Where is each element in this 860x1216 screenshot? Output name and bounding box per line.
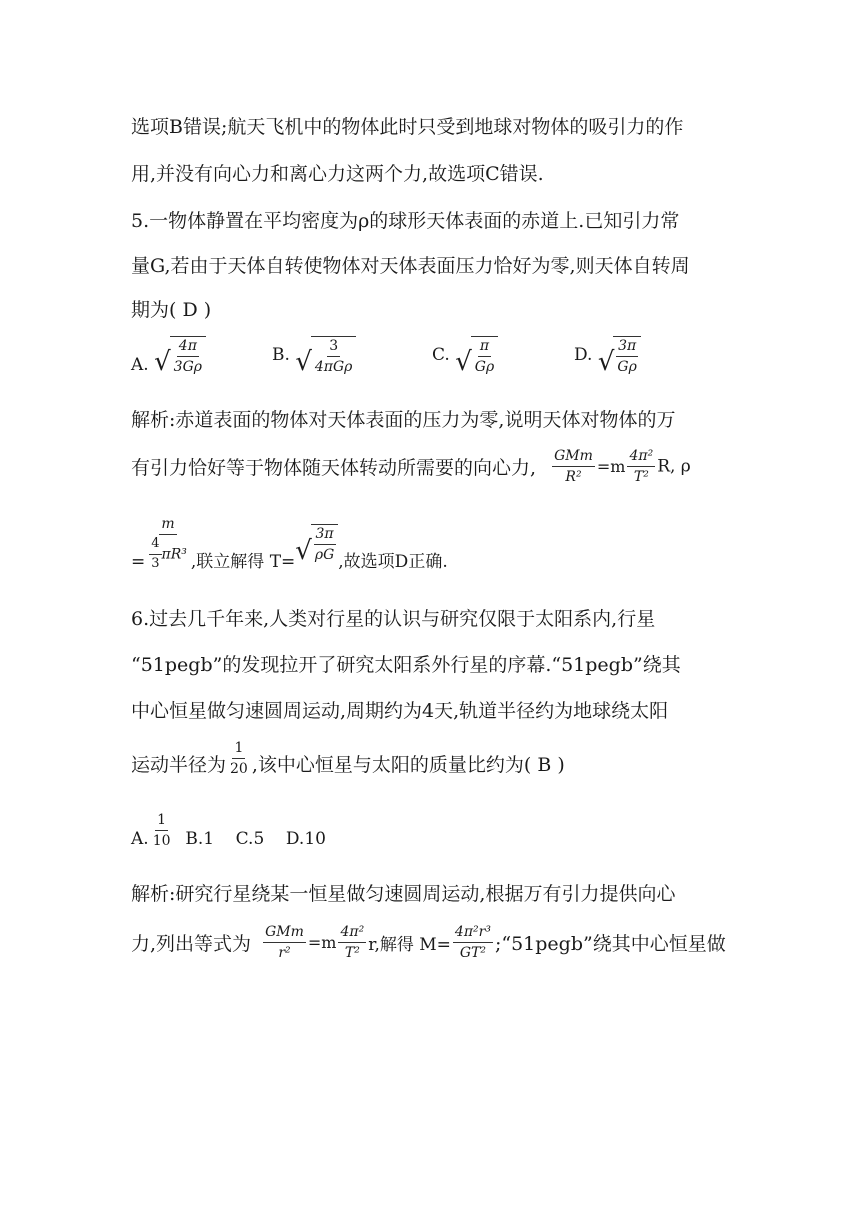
formula-density: m $\frac{4}{3}$ πR³ bbox=[151, 516, 187, 572]
text-line: 中心恒星做匀速圆周运动,周期约为4天,轨道半径约为地球绕太阳 bbox=[131, 700, 669, 722]
formula-4pi2: $\frac{\text{4π²}}{\text{T²}}$ bbox=[629, 448, 654, 486]
sqrt-c: √ $\frac{\pi}{G\rho}$ bbox=[455, 336, 498, 375]
formula-gmm: $\frac{\text{GMm}}{\text{R²}}$ bbox=[554, 448, 593, 486]
analysis-5: 解析:赤道表面的物体对天体表面的压力为零,说明天体对物体的万 bbox=[131, 409, 676, 431]
text-line: 选项B错误;航天飞机中的物体此时只受到地球对物体的吸引力的作 bbox=[131, 116, 684, 138]
text-line: 运动半径为 $\frac{1}{20}$ ,该中心恒星与太阳的质量比约为( B ) bbox=[131, 740, 565, 778]
sqrt-a: √ $\frac{4\pi}{3G\rho}$ bbox=[154, 336, 206, 375]
text-line: “51pegb”的发现拉开了研究太阳系外行星的序幕.“51pegb”绕其 bbox=[131, 654, 681, 676]
formula-mass: $\frac{\text{4π²r³}}{\text{GT²}}$ bbox=[454, 924, 491, 962]
text-line: 有引力恰好等于物体随天体转动所需要的向心力, $\frac{\text{GMm}}{\text{R²}}$ =m $\frac{\text{4π²}}{\text{T²}}$ R, ρ bbox=[131, 448, 691, 486]
q6-options: A. $\frac{1}{10}$ B.1 C.5 D.10 bbox=[131, 812, 326, 850]
sqrt-d: √ $\frac{3\pi}{G\rho}$ bbox=[598, 336, 641, 375]
formula-1-10: $\frac{1}{10}$ bbox=[152, 812, 171, 850]
option-a: A. √ $\frac{4\pi}{3G\rho}$ bbox=[131, 336, 206, 375]
text-line: = m $\frac{4}{3}$ πR³ ,联立解得 T= √ $\frac{3\pi}{\rho G}$ ,故选项D正确. bbox=[131, 516, 448, 572]
formula-gmm-r: $\frac{\text{GMm}}{\text{r²}}$ bbox=[265, 924, 304, 962]
text-line: 量G,若由于天体自转使物体对天体表面压力恰好为零,则天体自转周 bbox=[131, 255, 690, 277]
option-c: C. √ $\frac{\pi}{G\rho}$ bbox=[432, 336, 498, 375]
question-5: 5.一物体静置在平均密度为ρ的球形天体表面的赤道上.已知引力常 bbox=[131, 210, 680, 232]
option-b: B. √ $\frac{3}{\text{4πGρ}}$ bbox=[272, 336, 356, 375]
formula-1-20: $\frac{1}{20}$ bbox=[230, 740, 248, 778]
question-6: 6.过去几千年来,人类对行星的认识与研究仅限于太阳系内,行星 bbox=[131, 608, 656, 630]
text-line: 期为( D ) bbox=[131, 299, 212, 321]
text-line: 力,列出等式为 $\frac{\text{GMm}}{\text{r²}}$ =m $\frac{\text{4π²}}{\text{T²}}$ r,解得 M= $\frac{\text{4π²r³}}{\text{GT²}}$ ;“51pegb”绕其中心恒星做 bbox=[131, 924, 726, 962]
option-d: D. √ $\frac{3\pi}{G\rho}$ bbox=[574, 336, 641, 375]
analysis-6: 解析:研究行星绕某一恒星做匀速圆周运动,根据万有引力提供向心 bbox=[131, 883, 676, 905]
sqrt-b: √ $\frac{3}{\text{4πGρ}}$ bbox=[295, 336, 356, 375]
sqrt-t: √ $\frac{3\pi}{\rho G}$ bbox=[295, 524, 338, 563]
formula-4pi2-t2: $\frac{\text{4π²}}{\text{T²}}$ bbox=[340, 924, 365, 962]
text-line: 用,并没有向心力和离心力这两个力,故选项C错误. bbox=[131, 163, 544, 185]
